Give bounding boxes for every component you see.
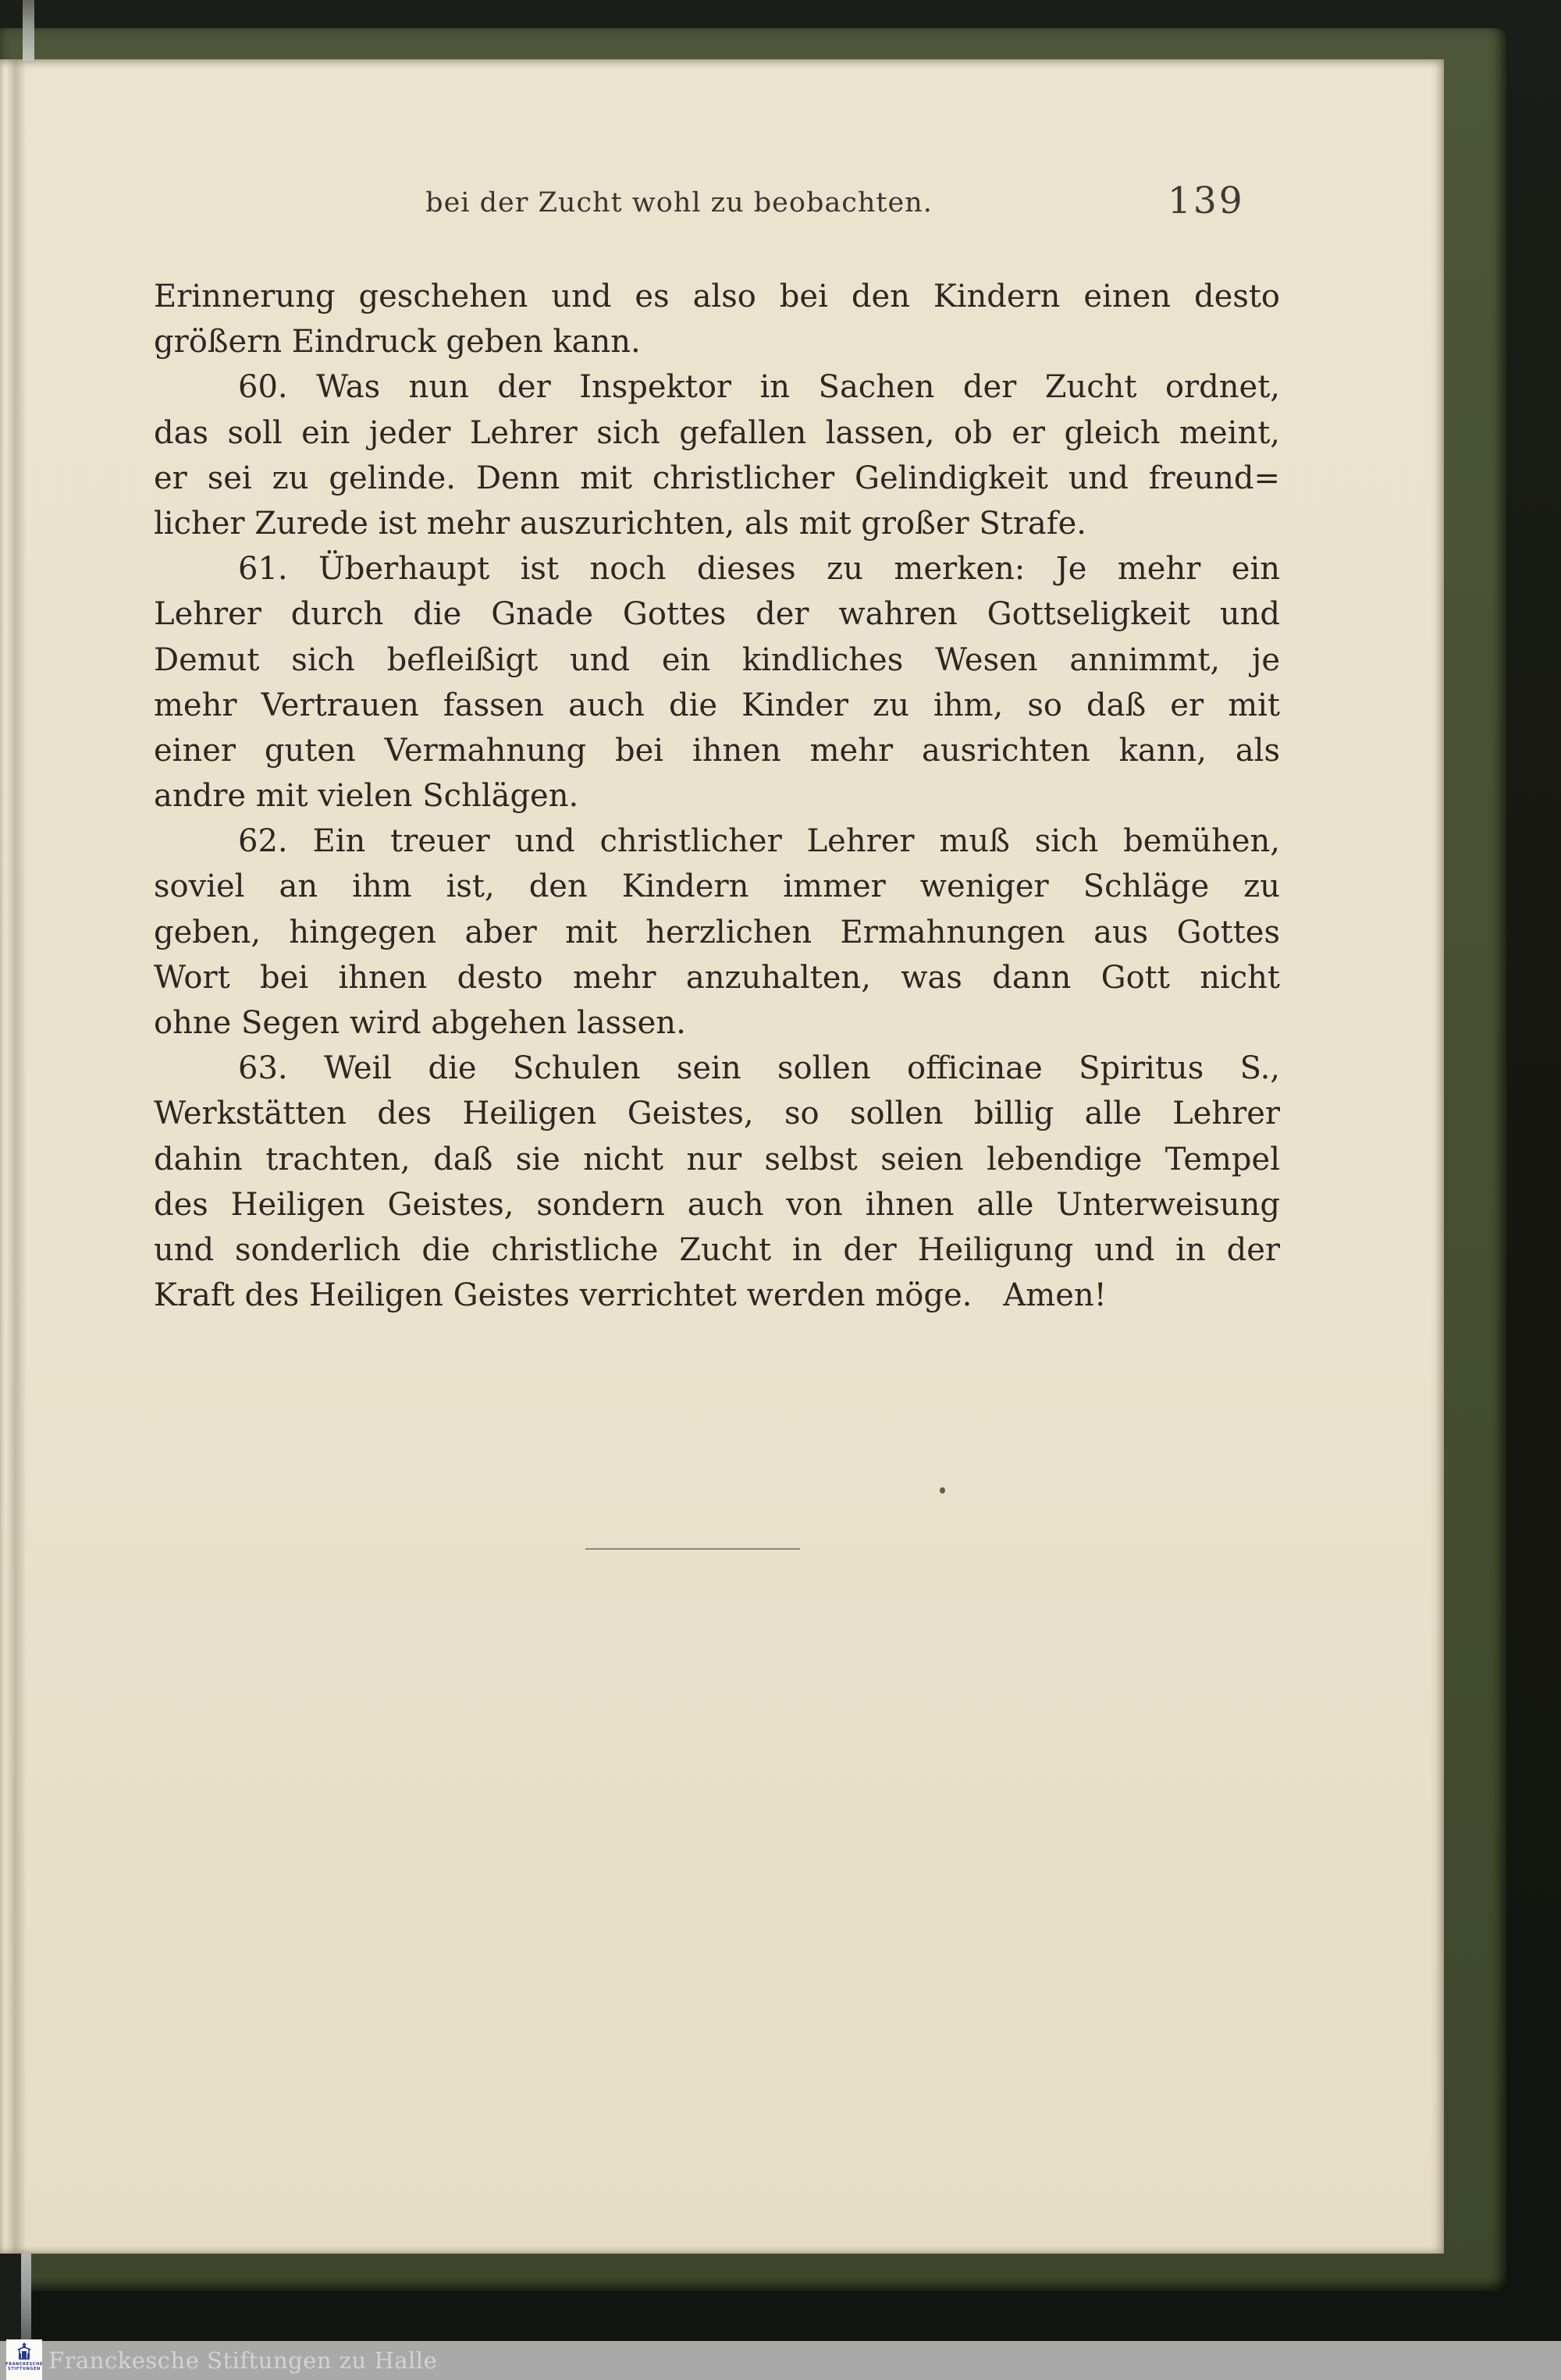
franckesche-eagle-sun-icon (15, 2342, 34, 2362)
scan-shadow-bottom-left (0, 2254, 23, 2341)
text-line: das soll ein jeder Lehrer sich gefallen lassen, ob er gleich meint, (154, 414, 1280, 451)
text-line: 63. Weil die Schulen sein sollen officinae Spiritus S., (238, 1050, 1280, 1087)
text-line: Wort bei ihnen desto mehr anzuhalten, was dann Gott nicht (154, 959, 1280, 996)
text-line: einer guten Vermahnung bei ihnen mehr ausrichten kann, als (154, 732, 1280, 769)
ink-speck (940, 1487, 945, 1494)
text-line: 62. Ein treuer und christlicher Lehrer muß sich bemühen, (238, 823, 1280, 860)
text-line: des Heiligen Geistes, sondern auch von ihnen alle Unterweisung (154, 1186, 1280, 1223)
text-line: 60. Was nun der Inspektor in Sachen der Zucht ordnet, (238, 369, 1280, 406)
text-line: Kraft des Heiligen Geistes verrichtet werden möge. Amen! (154, 1277, 1107, 1314)
text-line: er sei zu gelinde. Denn mit christlicher Gelindigkeit und freund= (154, 460, 1280, 496)
franckesche-logo (6, 2339, 42, 2380)
section-divider (585, 1548, 800, 1550)
text-line: licher Zurede ist mehr auszurichten, als mit großer Strafe. (154, 505, 1086, 542)
text-line: Erinnerung geschehen und es also bei den Kindern einen desto (154, 279, 1280, 314)
page-text (154, 274, 1280, 1318)
text-line: und sonderlich die christliche Zucht in der Heiligung und in der (154, 1231, 1280, 1268)
page-number: 139 (1168, 179, 1245, 222)
franckesche-logo-caption-line2: STIFTUNGEN (8, 2367, 41, 2371)
text-line: andre mit vielen Schlägen. (154, 778, 579, 815)
text-line: dahin trachten, daß sie nicht nur selbst seien lebendige Tempel (154, 1141, 1280, 1178)
text-line: Demut sich befleißigt und ein kindliches Wesen annimmt, je (154, 641, 1280, 678)
text-line: Lehrer durch die Gnade Gottes der wahren Gottseligkeit und (154, 596, 1280, 633)
page-fold-shadow (6, 59, 27, 2254)
text-line: Werkstätten des Heiligen Geistes, so sollen billig alle Lehrer (154, 1096, 1280, 1132)
text-line: ohne Segen wird abgehen lassen. (154, 1005, 686, 1041)
page-stack-edge-top (23, 0, 34, 61)
running-title: bei der Zucht wohl zu beobachten. (425, 187, 933, 218)
institution-label: Franckesche Stiftungen zu Halle (48, 2347, 438, 2374)
text-line: geben, hingegen aber mit herzlichen Ermahnungen aus Gottes (154, 914, 1280, 950)
franckesche-logo-caption-line1: FRANCKESCHE (5, 2362, 43, 2367)
text-line: soviel an ihm ist, den Kindern immer weniger Schläge zu (154, 869, 1280, 905)
text-line: mehr Vertrauen fassen auch die Kinder zu ihm, so daß er mit (154, 687, 1280, 723)
text-line: größern Eindruck geben kann. (154, 324, 641, 361)
page-stack-edge-bottom (21, 2254, 31, 2341)
text-line: 61. Überhaupt ist noch dieses zu merken: Je mehr ein (238, 551, 1280, 588)
